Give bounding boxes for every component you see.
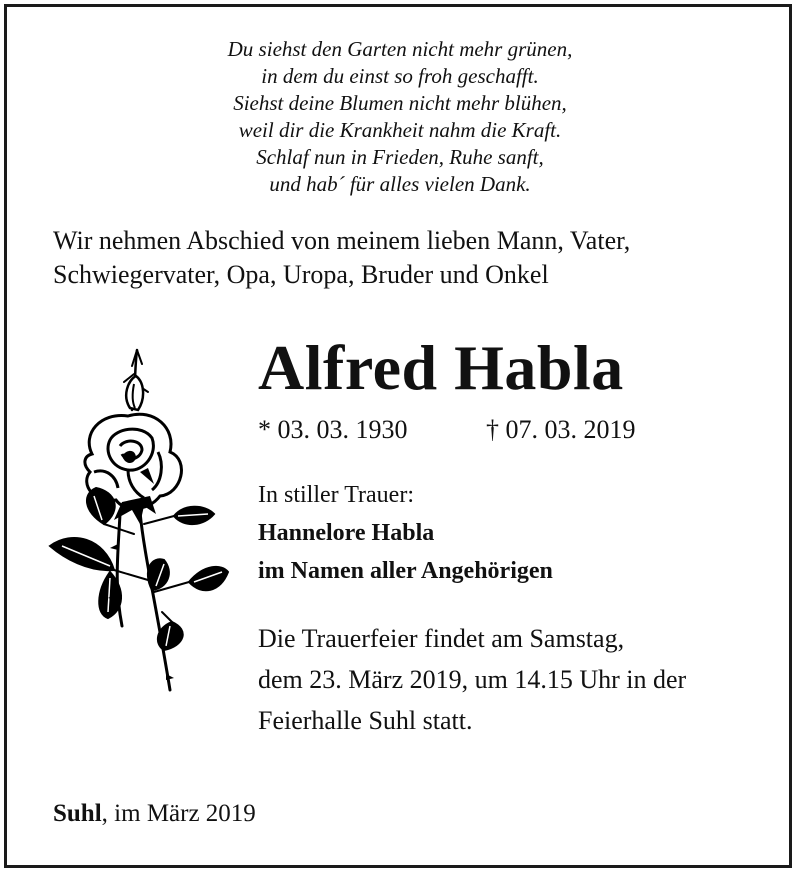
poem-line: Du siehst den Garten nicht mehr grünen, — [227, 37, 573, 61]
farewell-intro — [53, 224, 630, 292]
life-dates — [258, 414, 636, 446]
place-date — [53, 798, 256, 830]
mourners — [258, 476, 553, 590]
mourning-label: In stiller Trauer: — [258, 482, 414, 508]
intro-line: Schwiegervater, Opa, Uropa, Bruder und Onkel — [53, 260, 549, 289]
deceased-name: Alfred Habla — [258, 332, 624, 403]
funeral-line: Die Trauerfeier findet am Samstag, — [258, 624, 625, 653]
poem-line: Siehst deine Blumen nicht mehr blühen, — [233, 91, 567, 115]
funeral-line: Feierhalle Suhl statt. — [258, 706, 473, 735]
place-city: Suhl — [53, 800, 102, 827]
birth-date: * 03. 03. 1930 — [258, 415, 408, 444]
poem-line: und hab´ für alles vielen Dank. — [269, 172, 531, 196]
funeral-info — [258, 618, 686, 741]
funeral-line: dem 23. März 2019, um 14.15 Uhr in der — [258, 665, 687, 694]
poem — [0, 36, 800, 198]
death-date: † 07. 03. 2019 — [486, 415, 636, 444]
mourner-family: im Namen aller Angehörigen — [258, 558, 553, 584]
poem-line: in dem du einst so froh geschafft. — [261, 64, 539, 88]
mourner-name: Hannelore Habla — [258, 520, 435, 546]
place-month: , im März 2019 — [101, 800, 256, 827]
intro-line: Wir nehmen Abschied von meinem lieben Mann, Vater, — [53, 226, 631, 255]
poem-line: weil dir die Krankheit nahm die Kraft. — [238, 118, 562, 142]
rose-illustration — [44, 344, 234, 700]
poem-line: Schlaf nun in Frieden, Ruhe sanft, — [256, 145, 544, 169]
